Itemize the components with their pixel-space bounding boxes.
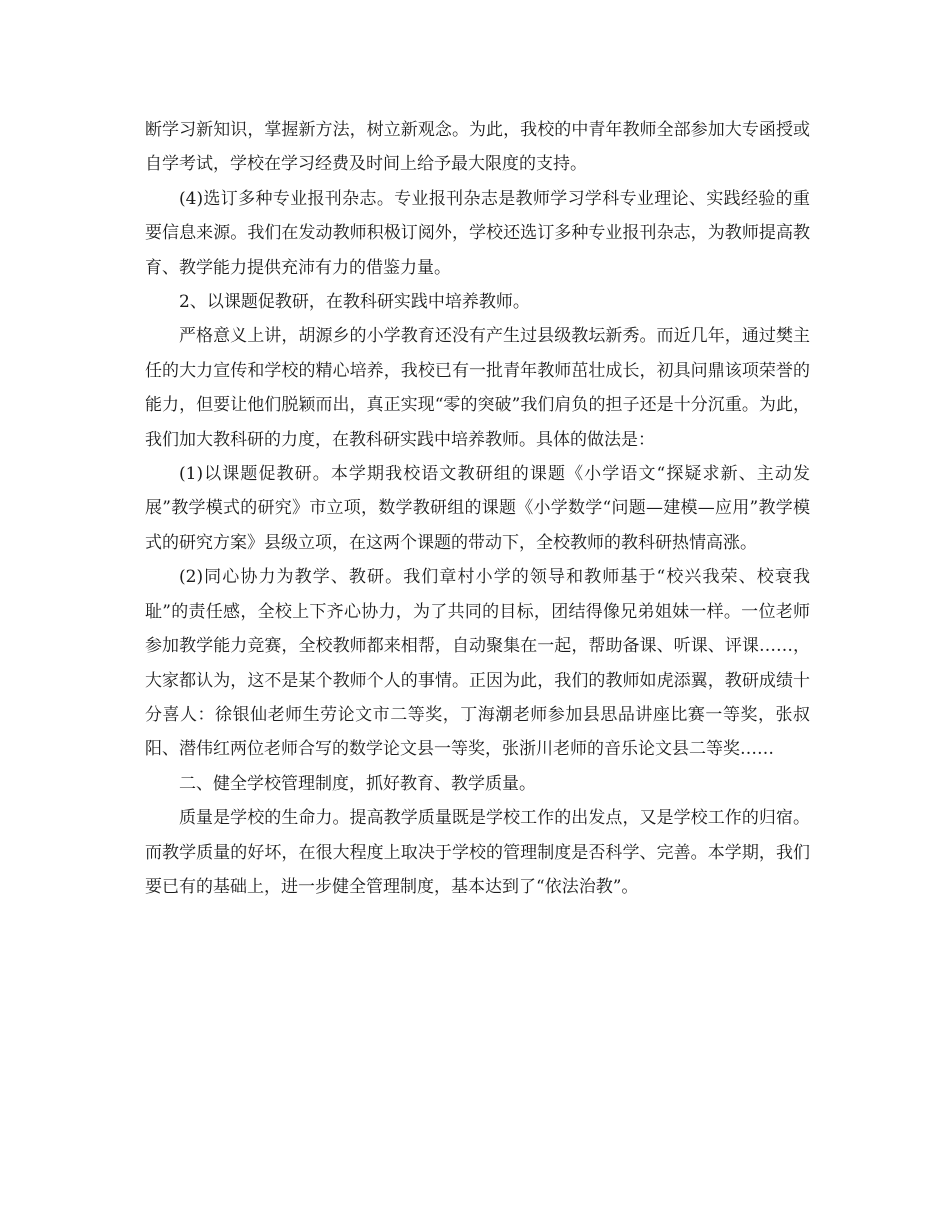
document-body: [145, 113, 810, 904]
paragraph-1: 断学习新知识，掌握新方法，树立新观念。为此，我校的中青年教师全部参加大专函授或自学考试，学校在学习经费及时间上给予最大限度的支持。: [145, 120, 810, 175]
paragraph-6: (2)同心协力为教学、教研。我们章村小学的领导和教师基于“校兴我荣、校衰我耻”的责任感，全校上下齐心协力，为了共同的目标，团结得像兄弟姐妹一样。一位老师参加教学能力竞赛，全校教师都来相帮，自动聚集在一起，帮助备课、听课、评课……，大家都认为，这不是某个教师个人的事情。正因为此，我们的教师如虎添翼，教研成绩十分喜人：徐银仙老师生劳论文市二等奖，丁海潮老师参加县思品讲座比赛一等奖，张叔阳、潜伟红两位老师合写的数学论文县一等奖，张浙川老师的音乐论文县二等奖……: [145, 567, 810, 760]
paragraph-7-heading: 二、健全学校管理制度，抓好教育、教学质量。: [179, 773, 536, 794]
paragraph-8: 质量是学校的生命力。提高教学质量既是学校工作的出发点，又是学校工作的归宿。而教学质量的好坏，在很大程度上取决于学校的管理制度是否科学、完善。本学期，我们要已有的基础上，进一步健全管理制度，基本达到了“依法治教”。: [145, 808, 810, 897]
paragraph-2: (4)选订多种专业报刊杂志。专业报刊杂志是教师学习学科专业理论、实践经验的重要信息来源。我们在发动教师积极订阅外，学校还选订多种专业报刊杂志，为教师提高教育、教学能力提供充沛有力的借鉴力量。: [145, 188, 810, 278]
paragraph-3-heading: 2、以课题促教研，在教科研实践中培养教师。: [179, 292, 530, 313]
paragraph-5: (1)以课题促教研。本学期我校语文教研组的课题《小学语文“探疑求新、主动发展”教学模式的研究》市立项，数学教研组的课题《小学数学“问题—建模—应用”教学模式的研究方案》县级立项，在这两个课题的带动下，全校教师的教科研热情高涨。: [145, 464, 810, 553]
paragraph-4: 严格意义上讲，胡源乡的小学教育还没有产生过县级教坛新秀。而近几年，通过樊主任的大力宣传和学校的精心培养，我校已有一批青年教师茁壮成长，初具问鼎该项荣誉的能力，但要让他们脱颖而出，真正实现“零的突破”我们肩负的担子还是十分沉重。为此，我们加大教科研的力度，在教科研实践中培养教师。具体的做法是：: [145, 326, 810, 450]
